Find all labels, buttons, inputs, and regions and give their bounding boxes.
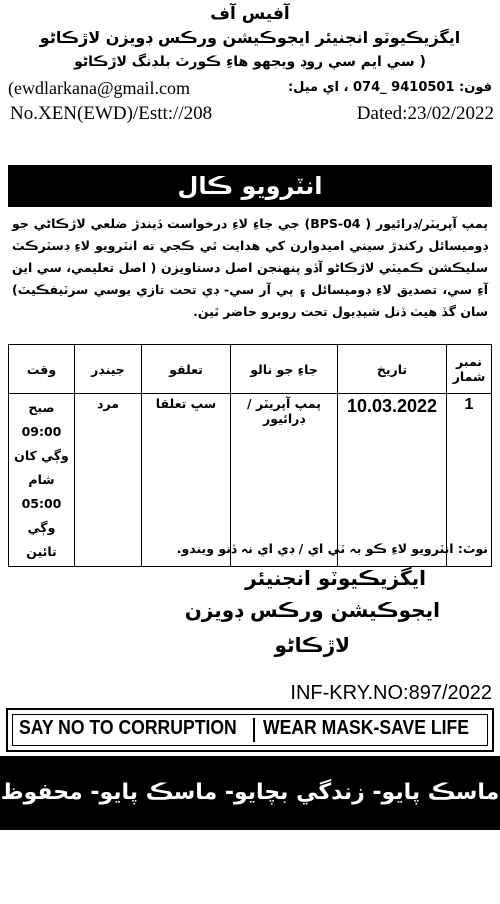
slogan-inner-border <box>12 714 488 746</box>
office-of-label: آفيس آف <box>210 4 290 24</box>
office-address: ( سي ايم سي روڊ ويجهو هاءِ ڪورٽ بلڊنگ لاڙڪاڻو <box>74 54 426 70</box>
table-header-row <box>9 345 492 394</box>
col-serial: نمبر شمار <box>447 345 492 394</box>
phone-label: فون: <box>459 80 492 95</box>
cell-date: 10.03.2022 <box>338 394 447 567</box>
bottom-slogan-bar: ماسڪ پايو- زندگي بچايو- ماسڪ پايو- محفوظ رهو <box>0 756 500 830</box>
slogan-corruption: SAY NO TO CORRUPTION <box>19 717 237 739</box>
cell-gender: مرد <box>75 394 142 567</box>
email-label: ، اي ميل: <box>287 80 349 95</box>
col-gender: جينڊر <box>75 345 142 394</box>
signature-line-1: ايگزيڪيوٽو انجنيئر <box>245 566 426 590</box>
inf-number: INF-KRY.NO:897/2022 <box>290 682 492 704</box>
office-name: ايگزيڪيوٽو انجنيئر ايجوڪيشن ورڪس ڊويزن لاڙڪاڻو <box>39 28 461 47</box>
email-address: (ewdlarkana@gmail.com <box>8 78 191 98</box>
col-post: جاءِ جو نالو <box>231 345 338 394</box>
slogan-box <box>6 708 494 752</box>
reference-number: No.XEN(EWD)/Estt://208 <box>10 103 213 124</box>
cell-post: پمپ آپريٽر / ڊرائيور <box>231 394 338 567</box>
phone-number: 074_ 9410501 <box>353 80 455 95</box>
slogan-mask: WEAR MASK-SAVE LIFE <box>263 717 469 739</box>
signature-line-3: لاڙڪاڻو <box>274 633 350 657</box>
cell-time: صبح 09:00 وڳي کان شام 05:00 وڳي تائين <box>9 394 75 567</box>
signature-line-2: ايجوڪيشن ورڪس ڊويزن <box>184 598 440 622</box>
cell-taluka: سڀ تعلقا <box>142 394 231 567</box>
col-taluka: تعلقو <box>142 345 231 394</box>
col-date: تاريخ <box>338 345 447 394</box>
phone-block <box>288 80 492 95</box>
reference-line <box>10 103 494 125</box>
col-time: وقت <box>9 345 75 394</box>
schedule-table <box>8 344 492 567</box>
interview-call-title: انٽرويو ڪال <box>8 165 492 207</box>
dated: Dated:23/02/2022 <box>356 103 494 124</box>
slogan-divider <box>253 718 255 742</box>
cell-serial: 1 <box>447 394 492 567</box>
note: نوٽ: انٽرويو لاءِ ڪو بہ ٽي اي / ڊي اي نہ ڏنو ويندو. <box>176 541 488 556</box>
body-paragraph: پمپ آپريٽر/ڊرائيور ( BPS-04) جي جاءِ لاءِ درخواست ڏيندڙ ضلعي لاڙڪاڻي جو ڊوميسائل رکندڙ سيني اميدوارن کي هدايت ٿي ڪجي ته انٽرويو لاءِ ڊسٽرڪٽ سليڪشن ڪميٽي لاڙڪاڻو آڏو پنهنجن اصل دستاويزن ( اصل تعليمي، سي اين آءِ سي، تصديق لاءِ ڊوميسائل ۽ پي آر سي- ڊي تحت تازي يوسي سرٽيفڪيٽ) سان گڏ هيٺ ڏنل شيڊيول تحت روبرو حاضر ٿين. <box>12 216 488 319</box>
